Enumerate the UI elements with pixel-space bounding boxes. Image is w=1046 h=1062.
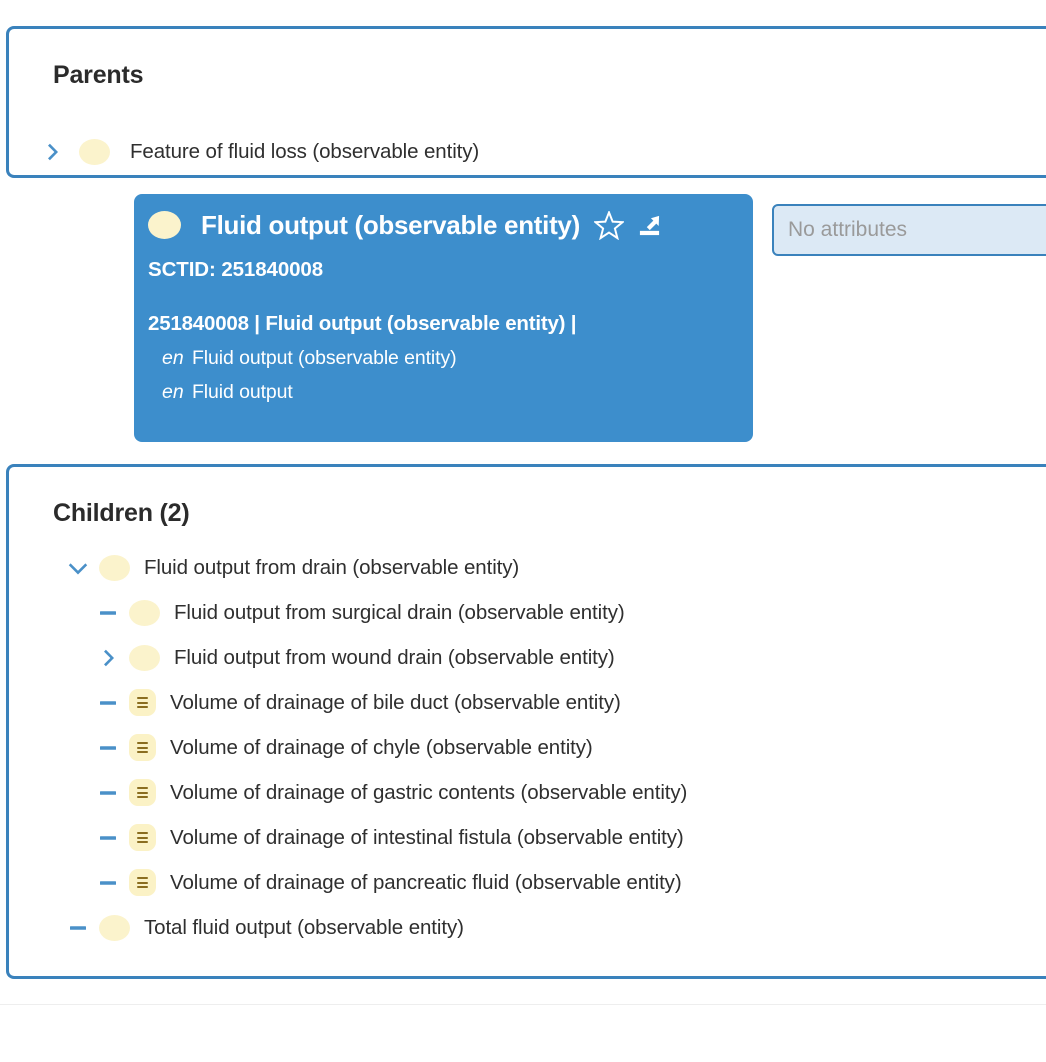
children-list-item[interactable] [9, 590, 1046, 635]
chevron-right-icon[interactable] [39, 139, 65, 165]
children-item-label: Volume of drainage of chyle (observable entity) [170, 735, 593, 759]
children-panel [6, 464, 1046, 979]
list-bubble-icon [129, 779, 156, 806]
parents-heading: Parents [53, 61, 144, 89]
chevron-down-icon[interactable] [65, 555, 91, 581]
children-list-item[interactable] [9, 725, 1046, 770]
description-row [148, 347, 739, 370]
children-item-label: Volume of drainage of gastric contents (observable entity) [170, 780, 688, 804]
chevron-right-icon[interactable] [95, 645, 121, 671]
description-term: Fluid output (observable entity) [192, 347, 457, 369]
concept-bubble-icon [129, 645, 160, 671]
description-row [148, 381, 739, 404]
bottom-divider [0, 1004, 1046, 1005]
list-bubble-icon [129, 824, 156, 851]
minus-icon[interactable] [95, 825, 121, 851]
list-bubble-icon [129, 689, 156, 716]
description-language: en [162, 381, 184, 403]
list-bubble-icon [129, 734, 156, 761]
concept-bubble-icon [79, 139, 110, 165]
minus-icon[interactable] [65, 915, 91, 941]
children-item-label: Fluid output from wound drain (observable entity) [174, 645, 615, 669]
children-item-label: Fluid output from surgical drain (observable entity) [174, 600, 625, 624]
children-tree [9, 545, 1046, 950]
concept-card-header [148, 204, 739, 246]
concept-title: Fluid output (observable entity) [201, 209, 580, 240]
parents-item-label: Feature of fluid loss (observable entity) [130, 140, 480, 163]
children-list-item[interactable] [9, 770, 1046, 815]
children-list-item[interactable] [9, 815, 1046, 860]
minus-icon[interactable] [95, 780, 121, 806]
children-item-label: Volume of drainage of pancreatic fluid (observable entity) [170, 870, 682, 894]
minus-icon[interactable] [95, 690, 121, 716]
concept-bubble-icon [99, 915, 130, 941]
children-list-item[interactable] [9, 860, 1046, 905]
parents-panel [6, 26, 1046, 178]
children-item-label: Volume of drainage of intestinal fistula (observable entity) [170, 825, 684, 849]
concept-fsn-line: 251840008 | Fluid output (observable entity) | [148, 312, 577, 335]
minus-icon[interactable] [95, 600, 121, 626]
minus-icon[interactable] [95, 735, 121, 761]
parents-list-item[interactable] [39, 135, 479, 169]
description-term: Fluid output [192, 381, 293, 403]
children-list-item[interactable] [9, 635, 1046, 680]
attributes-empty-text: No attributes [788, 218, 908, 241]
concept-bubble-icon [99, 555, 130, 581]
children-list-item[interactable] [9, 680, 1046, 725]
open-in-new-icon[interactable] [638, 214, 661, 237]
children-list-item[interactable] [9, 545, 1046, 590]
children-list-item[interactable] [9, 905, 1046, 950]
concept-card[interactable] [134, 194, 753, 442]
concept-bubble-icon [129, 600, 160, 626]
children-heading: Children (2) [53, 499, 190, 527]
children-item-label: Volume of drainage of bile duct (observable entity) [170, 690, 621, 714]
list-bubble-icon [129, 869, 156, 896]
description-language: en [162, 347, 184, 369]
minus-icon[interactable] [95, 870, 121, 896]
concept-sctid: SCTID: 251840008 [148, 258, 324, 281]
star-icon[interactable] [594, 211, 624, 240]
children-item-label: Total fluid output (observable entity) [144, 915, 464, 939]
concept-bubble-icon [148, 211, 181, 239]
children-item-label: Fluid output from drain (observable entity) [144, 555, 520, 579]
attributes-panel[interactable] [772, 204, 1046, 256]
